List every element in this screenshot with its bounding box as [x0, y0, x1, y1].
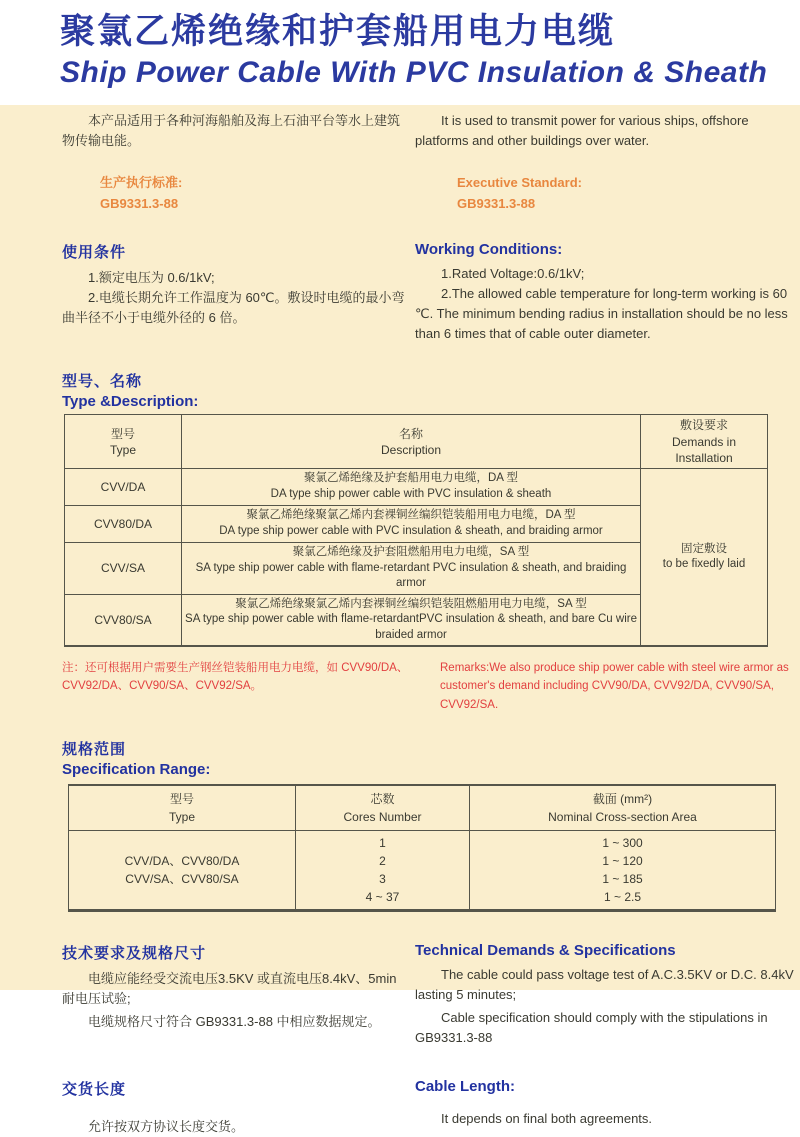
conditions-zh-item1: 1.额定电压为 0.6/1kV;: [88, 269, 215, 285]
specification-table: [68, 784, 776, 912]
note-en: Remarks:We also produce ship power cable with steel wire armor as customer's demand including CVV90/DA, CVV92/DA, CVV90/SA, CVV92/SA.: [440, 662, 789, 711]
standard-value-en: GB9331.3-88: [457, 196, 536, 212]
header-type-en: Type: [109, 442, 136, 457]
desc-zh: 聚氯乙烯绝缘及护套阻燃船用电力电缆，SA 型: [292, 546, 530, 558]
header-cell-demands: [641, 415, 768, 469]
type-section-heading: [0, 370, 800, 410]
type-table-head: [65, 415, 768, 469]
tech-en-column: [415, 942, 800, 1048]
length-section: [0, 1078, 800, 1137]
content-panel: [0, 105, 800, 1134]
type-heading-en: Type &Description:: [62, 393, 199, 411]
type-table-body: [65, 469, 768, 647]
length-zh-column: [62, 1078, 407, 1137]
cell-description: [182, 506, 641, 543]
conditions-zh-column: [62, 241, 407, 345]
page-title-zh: 聚氯乙烯绝缘和护套船用电力电缆: [60, 12, 616, 51]
cores-value: 3: [379, 872, 386, 887]
conditions-section: [0, 241, 800, 345]
spec-header-cores-zh: 芯数: [370, 792, 395, 807]
spec-section-heading: [0, 738, 800, 778]
tech-title-zh: 技术要求及规格尺寸: [62, 945, 207, 963]
spec-table-body: [69, 831, 776, 911]
table-row: [65, 469, 768, 506]
length-en-text: It depends on final both agreements.: [441, 1110, 653, 1126]
tech-en-p1: The cable could pass voltage test of A.C.3.5KV or D.C. 8.4kV lasting 5 minutes;: [415, 967, 794, 1003]
desc-en: DA type ship power cable with PVC insulation & sheath: [270, 488, 552, 500]
intro-section: [0, 111, 800, 215]
table-header-row: [65, 415, 768, 469]
tech-zh-column: [62, 942, 407, 1048]
spec-heading-zh: 规格范围: [62, 741, 127, 759]
section-value: 1 ~ 300: [602, 836, 643, 851]
header-demands-zh: 敷设要求: [679, 418, 728, 433]
type-group-line1: CVV/DA、CVV80/DA: [124, 854, 240, 869]
conditions-en-item1: 1.Rated Voltage:0.6/1kV;: [441, 265, 585, 281]
header-cell-cores: [296, 785, 470, 831]
cell-type-group: [69, 831, 296, 911]
cell-description: [182, 594, 641, 646]
header-cell-type: [65, 415, 182, 469]
section-value: 1 ~ 2.5: [603, 890, 642, 905]
conditions-zh-item2: 2.电缆长期允许工作温度为 60℃。敷设时电缆的最小弯曲半径不小于电缆外径的 6 倍。: [62, 290, 405, 326]
spec-header-type-en: Type: [168, 810, 195, 825]
standard-value-zh: GB9331.3-88: [100, 196, 179, 212]
desc-zh: 聚氯乙烯绝缘聚氯乙烯内套裸铜丝编织铠装船用电力电缆，DA 型: [246, 509, 576, 522]
cell-demands: [641, 469, 768, 647]
intro-en-column: [415, 111, 800, 215]
cell-type: CVV80/DA: [65, 506, 182, 543]
table-row: [69, 831, 776, 911]
length-en-column: [415, 1078, 800, 1137]
type-heading-zh: 型号、名称: [62, 373, 143, 391]
header-demands-en1: Demands in: [671, 434, 737, 449]
conditions-en-column: [415, 241, 800, 345]
standard-label-en: Executive Standard:: [457, 175, 582, 191]
desc-en: DA type ship power cable with PVC insulation & sheath, and braiding armor: [219, 525, 603, 537]
cores-value: 4 ~ 37: [365, 890, 400, 905]
cores-value: 1: [379, 836, 386, 851]
tech-title-en: Technical Demands & Specifications: [415, 942, 676, 960]
type-description-table: [64, 414, 768, 647]
table-header-row: [69, 785, 776, 831]
cores-value: 2: [379, 854, 386, 869]
conditions-title-en: Working Conditions:: [415, 240, 563, 258]
standard-block-zh: [100, 173, 407, 215]
spec-header-cores-en: Cores Number: [343, 810, 422, 825]
desc-en: SA type ship power cable with flame-retardant PVC insulation & sheath, and braiding armor: [195, 561, 627, 590]
demands-en: to be fixedly laid: [662, 558, 746, 571]
desc-zh: 聚氯乙烯绝缘及护套船用电力电缆，DA 型: [303, 472, 519, 485]
spec-header-section-en: Nominal Cross-section Area: [548, 810, 697, 825]
header-cell-section: [470, 785, 776, 831]
tech-zh-p1: 电缆应能经受交流电压3.5KV 或直流电压8.4kV、5min 耐电压试验;: [62, 971, 397, 1007]
notes-section: [0, 659, 800, 714]
standard-label-zh: 生产执行标准:: [100, 175, 183, 191]
length-title-en: Cable Length:: [415, 1077, 515, 1095]
spec-heading-en: Specification Range:: [62, 761, 211, 779]
conditions-en-item2: 2.The allowed cable temperature for long-term working is 60 ℃. The minimum bending radius in installation should be no less than 6 times that of cable outer diameter.: [415, 286, 788, 342]
cell-type: CVV80/SA: [65, 594, 182, 646]
section-value: 1 ~ 185: [602, 872, 643, 887]
header-desc-en: Description: [380, 442, 442, 457]
page-title-en: Ship Power Cable With PVC Insulation & Sheath: [60, 56, 768, 90]
intro-en-text: It is used to transmit power for various ships, offshore platforms and other buildings over water.: [415, 113, 749, 149]
spec-table-head: [69, 785, 776, 831]
cell-type: CVV/SA: [65, 543, 182, 595]
header-type-zh: 型号: [110, 426, 135, 441]
conditions-title-zh: 使用条件: [62, 243, 127, 261]
standard-block-en: [457, 173, 800, 215]
page-header: [0, 0, 800, 105]
cell-type: CVV/DA: [65, 469, 182, 506]
tech-zh-p2: 电缆规格尺寸符合 GB9331.3-88 中相应数据规定。: [88, 1013, 381, 1029]
length-title-zh: 交货长度: [62, 1080, 127, 1098]
demands-zh: 固定敷设: [681, 542, 727, 555]
spec-header-type-zh: 型号: [169, 792, 194, 807]
header-cell-type: [69, 785, 296, 831]
desc-en: SA type ship power cable with flame-retardantPVC insulation & sheath, and bare Cu wire braided armor: [185, 613, 637, 641]
desc-zh: 聚氯乙烯绝缘聚氯乙烯内套裸铜丝编织铠装阻燃船用电力电缆，SA 型: [235, 597, 587, 610]
cell-description: [182, 469, 641, 506]
spec-header-section-zh: 截面 (mm²): [592, 792, 653, 807]
type-group-line2: CVV/SA、CVV80/SA: [125, 872, 239, 887]
length-zh-text: 允许按双方协议长度交货。: [88, 1118, 245, 1134]
note-zh: 注：还可根据用户需要生产钢丝铠装船用电力电缆，如 CVV90/DA、CVV92/DA、CVV90/SA、CVV92/SA。: [62, 662, 409, 693]
section-value: 1 ~ 120: [602, 854, 643, 869]
cell-cores: [296, 831, 470, 911]
header-cell-description: [182, 415, 641, 469]
tech-en-p2: Cable specification should comply with the stipulations in GB9331.3-88: [415, 1009, 768, 1045]
intro-zh-column: [62, 111, 407, 215]
header-demands-en2: Installation: [675, 450, 733, 465]
cell-sections: [470, 831, 776, 911]
intro-zh-text: 本产品适用于各种河海船舶及海上石油平台等水上建筑物传输电能。: [62, 113, 401, 149]
technical-section: [0, 942, 800, 1048]
header-desc-zh: 名称: [398, 426, 423, 441]
cell-description: [182, 543, 641, 595]
